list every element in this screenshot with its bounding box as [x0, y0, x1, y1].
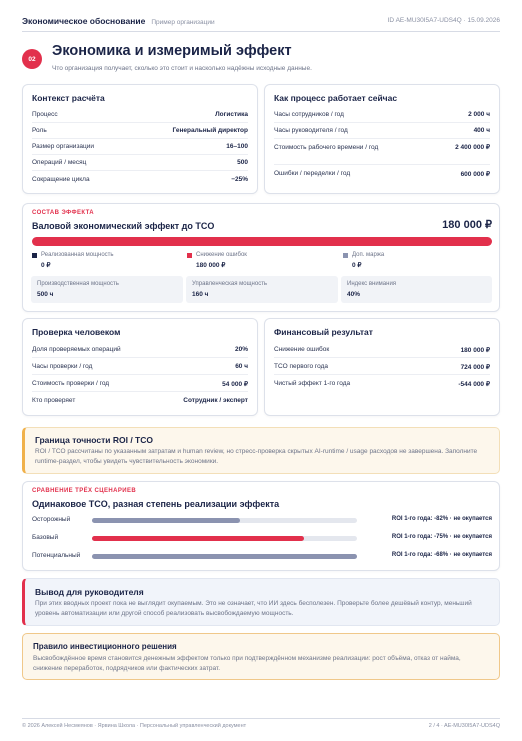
- current-process-card: [264, 84, 500, 194]
- rule-text: Высвобождённое время становится денежным эффектом только при подтверждённом механизме реализации: рост объёма, отказ от найма, снижение переработок, подрядчиков или фактических затрат.: [33, 655, 461, 672]
- human-row: Стоимость проверки / год 54 000 ₽: [32, 380, 248, 388]
- effect-title: Валовой экономический эффект до TCO: [32, 221, 215, 231]
- metric-management-capacity: Управленческая мощность 160 ч: [186, 276, 338, 303]
- section-title: Экономика и измеримый эффект: [52, 43, 292, 59]
- page-footer: [22, 718, 500, 729]
- scenario-track: [92, 536, 357, 541]
- scenario-row-cautious: Осторожный ROI 1-го года: -82% · не окупается: [32, 516, 492, 523]
- scenario-fill: [92, 554, 357, 559]
- context-card-title: Контекст расчёта: [32, 93, 105, 103]
- scenario-track: [92, 518, 357, 523]
- scenarios-title: Одинаковое TCO, разная степень реализации эффекта: [32, 499, 280, 509]
- divider: [32, 154, 248, 155]
- effect-bar: [32, 237, 492, 246]
- current-row: Ошибки / переделки / год 600 000 ₽: [274, 170, 490, 178]
- current-row: Часы сотрудников / год 2 000 ч: [274, 111, 490, 118]
- divider: [274, 374, 490, 375]
- conclusion-text: При этих вводных проект пока не выглядит окупаемым. Это не означает, что ИИ здесь бесполезен. Проверьте более дешёвый контур, меньший уровень автоматизации или другой способ реализовать высвобождаемую мощность.: [35, 600, 472, 617]
- roi-note-text: ROI / TCO рассчитаны по указанным затратам и human review, но стресс-проверка скрытых AI-runtime / usage расходов не завершена. Заполните runtime-раздел, чтобы увидеть чувствительность экономики.: [35, 448, 478, 465]
- scenarios-eyebrow: СРАВНЕНИЕ ТРЁХ СЦЕНАРИЕВ: [32, 488, 137, 494]
- human-review-card: [22, 318, 258, 416]
- legend-swatch: [32, 253, 37, 258]
- page: Экономическое обоснование Пример организации ID AE-MU30I5A7-UDS4Q · 15.09.2026 02 Экономика и измеримый эффект Что организация получает, сколько это стоит и насколько надёжны исходные данные. Контекст расчёта Процесс Логистика Роль Генеральный директор Размер организации 16–100 Операций / месяц 500 Сокращение цикла −25% Как процесс работает сейчас Часы сотрудников / год 2 000 ч Часы руководителя / год 400 ч Стоимость рабочего времени / год 2 400 000 ₽ Ошибки / переделки / год 600 000 ₽ СОСТАВ ЭФФЕКТА Валовой экономический эффект до TCO 180 000 ₽ Реализованная мощность 0 ₽ Снижение ошибок 180 000 ₽ Доп. маржа 0 ₽ Производственная мощность 500 ч Управленческая мощность 160 ч Индекс внимания 40% Проверка человеком Доля проверяемых операций 20% Часы проверки / год 60 ч Стоимость проверки / год 54 000 ₽ Кто проверяет Сотрудник / эксперт Финансовый результат Снижение ошибок 180 000 ₽ TCO первого года 724 000 ₽ Чистый эффект 1-го года -544 000 ₽ Граница точности ROI / TCO ROI / TCO рассчитаны по указанным затратам и human review, но стресс-проверка скрытых AI-runtime / usage расходов не завершена. Заполните runtime-раздел, чтобы увидеть чувствительность экономики. СРАВНЕНИЕ ТРЁХ СЦЕНАРИЕВ Одинаковое TCO, разная степень реализации эффекта Осторожный ROI 1-го года: -82% · не окупается Базовый ROI 1-го года: -75% · не окупается Потенциальный ROI 1-го года: -68% · не окупается Вывод для руководителя При этих вводных проект пока не выглядит окупаемым. Это не означает, что ИИ здесь бесполезен. Проверьте более дешёвый контур, меньший уровень автоматизации или другой способ реализовать высвобождаемую мощность. Правило инвестиционного решения Высвобождённое время становится денежным эффектом только при подтверждённом механизме реализации: рост объёма, отказ от найма, снижение переработок, подрядчиков или фактических затрат. © 2026 Алексей Несмеянов · Ярвина Школа · Персональный управленческий документ 2 / 4 · AE-MU30I5A7-UDS4Q: [22, 15, 500, 729]
- document-id: ID AE-MU30I5A7-UDS4Q · 15.09.2026: [387, 17, 500, 24]
- finance-row: Чистый эффект 1-го года -544 000 ₽: [274, 380, 490, 388]
- divider: [32, 122, 248, 123]
- scenario-fill: [92, 536, 304, 541]
- legend-swatch: [343, 253, 348, 258]
- divider: [32, 391, 248, 392]
- conclusion-title: Вывод для руководителя: [35, 587, 144, 597]
- finance-card: [264, 318, 500, 416]
- page-header: [22, 14, 500, 32]
- divider: [274, 164, 490, 165]
- scenario-row-base: Базовый ROI 1-го года: -75% · не окупается: [32, 534, 492, 541]
- metric-production-capacity: Производственная мощность 500 ч: [31, 276, 183, 303]
- footer-page-number: 2 / 4 · AE-MU30I5A7-UDS4Q: [428, 723, 500, 729]
- context-row: Роль Генеральный директор: [32, 127, 248, 134]
- current-process-card-title: Как процесс работает сейчас: [274, 93, 398, 103]
- human-review-card-title: Проверка человеком: [32, 327, 121, 337]
- scenario-fill: [92, 518, 240, 523]
- divider: [32, 374, 248, 375]
- section-header: [22, 40, 500, 76]
- organization-name: Пример организации: [151, 18, 215, 26]
- finance-row: Снижение ошибок 180 000 ₽: [274, 346, 490, 354]
- scenario-track: [92, 554, 357, 559]
- rule-title: Правило инвестиционного решения: [33, 642, 177, 651]
- divider: [274, 138, 490, 139]
- effect-total-value: 180 000 ₽: [442, 219, 492, 231]
- roi-note-title: Граница точности ROI / TCO: [35, 435, 153, 445]
- current-row: Стоимость рабочего времени / год 2 400 000 ₽: [274, 144, 490, 151]
- divider: [32, 357, 248, 358]
- context-row: Процесс Логистика: [32, 111, 248, 118]
- executive-conclusion: [22, 578, 500, 626]
- legend-swatch: [187, 253, 192, 258]
- divider: [274, 122, 490, 123]
- roi-accuracy-note: [22, 427, 500, 474]
- metric-attention-index: Индекс внимания 40%: [341, 276, 492, 303]
- scenario-row-potential: Потенциальный ROI 1-го года: -68% · не окупается: [32, 552, 492, 559]
- human-row: Кто проверяет Сотрудник / эксперт: [32, 397, 248, 404]
- document-title: Экономическое обоснование: [22, 15, 146, 26]
- current-row: Часы руководителя / год 400 ч: [274, 127, 490, 134]
- divider: [274, 357, 490, 358]
- human-row: Часы проверки / год 60 ч: [32, 363, 248, 370]
- finance-row: TCO первого года 724 000 ₽: [274, 363, 490, 371]
- finance-card-title: Финансовый результат: [274, 327, 373, 337]
- context-row: Операций / месяц 500: [32, 159, 248, 166]
- section-number-badge: 02: [22, 49, 42, 69]
- context-row: Размер организации 16–100: [32, 143, 248, 150]
- footer-copyright: © 2026 Алексей Несмеянов · Ярвина Школа · Персональный управленческий документ: [22, 723, 247, 729]
- investment-rule: [22, 633, 500, 680]
- section-subtitle: Что организация получает, сколько это стоит и насколько надёжны исходные данные.: [52, 65, 312, 72]
- human-row: Доля проверяемых операций 20%: [32, 346, 248, 353]
- divider: [32, 138, 248, 139]
- effect-eyebrow: СОСТАВ ЭФФЕКТА: [32, 210, 95, 216]
- context-card: [22, 84, 258, 194]
- divider: [32, 170, 248, 171]
- context-row: Сокращение цикла −25%: [32, 176, 248, 183]
